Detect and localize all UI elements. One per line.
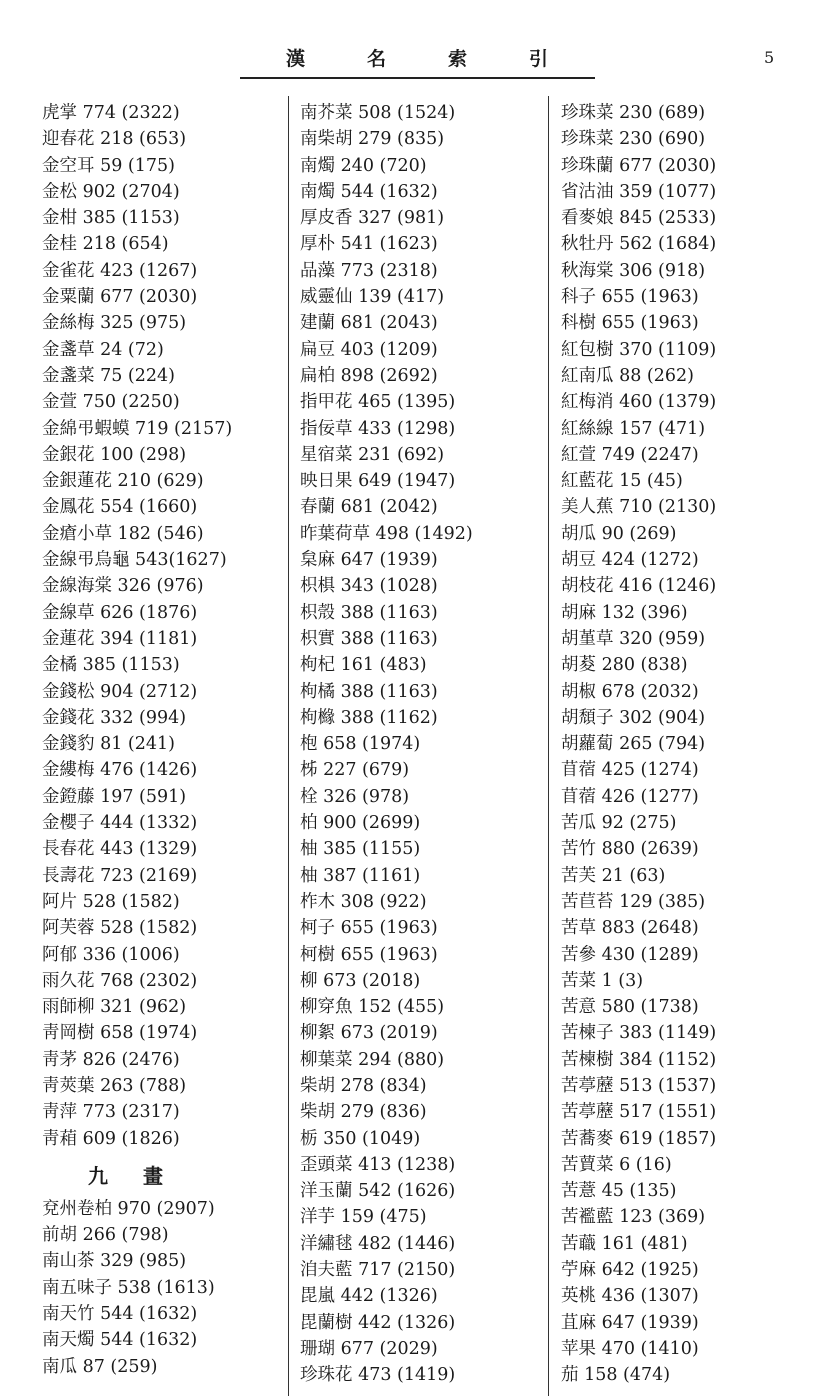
index-entry: 看麥娘 845 (2533) xyxy=(561,208,717,229)
index-entry: 金柑 385 (1153) xyxy=(42,208,180,229)
index-entry: 胡頹子 302 (904) xyxy=(561,707,706,728)
index-entry: 靑葙 609 (1826) xyxy=(42,1128,180,1149)
index-entry: 苦瓜 92 (275) xyxy=(561,813,677,834)
section-heading: 九 畫 xyxy=(88,1163,177,1188)
index-entry: 科樹 655 (1963) xyxy=(561,313,699,334)
index-entry: 珍珠蘭 677 (2030) xyxy=(561,155,717,176)
index-entry: 金線海棠 326 (976) xyxy=(42,576,204,597)
index-entry: 柯子 655 (1963) xyxy=(300,918,438,939)
index-entry: 金盞草 24 (72) xyxy=(42,339,164,360)
index-entry: 長壽花 723 (2169) xyxy=(42,865,198,886)
index-entry: 靑岡樹 658 (1974) xyxy=(42,1023,198,1044)
index-entry: 紅梅消 460 (1379) xyxy=(561,392,717,413)
index-entry: 苦蕒菜 6 (16) xyxy=(561,1154,672,1175)
index-column-2 xyxy=(300,100,540,1389)
index-entry: 胡堇草 320 (959) xyxy=(561,628,706,649)
index-entry: 洋繡毬 482 (1446) xyxy=(300,1233,456,1254)
index-entry: 金雀花 423 (1267) xyxy=(42,260,198,281)
index-entry: 建蘭 681 (2043) xyxy=(300,313,438,334)
index-entry: 南燭 544 (1632) xyxy=(300,181,438,202)
index-entry: 洋芋 159 (475) xyxy=(300,1207,427,1228)
index-entry: 雨久花 768 (2302) xyxy=(42,970,198,991)
index-entry: 苹果 470 (1410) xyxy=(561,1338,699,1359)
index-entry: 歪頭菜 413 (1238) xyxy=(300,1154,456,1175)
index-entry: 金鳳花 554 (1660) xyxy=(42,497,198,518)
index-entry: 紅包樹 370 (1109) xyxy=(561,339,717,360)
index-entry: 苦葶藶 517 (1551) xyxy=(561,1102,717,1123)
index-entry: 指佞草 433 (1298) xyxy=(300,418,456,439)
index-entry: 胡椒 678 (2032) xyxy=(561,681,699,702)
index-entry: 金盞菜 75 (224) xyxy=(42,365,175,386)
index-entry: 枳椇 343 (1028) xyxy=(300,576,438,597)
index-entry: 阿芙蓉 528 (1582) xyxy=(42,918,198,939)
index-entry: 金鐙藤 197 (591) xyxy=(42,786,187,807)
index-entry: 枸杞 161 (483) xyxy=(300,655,427,676)
index-entry: 枲麻 647 (1939) xyxy=(300,550,438,571)
index-entry: 金空耳 59 (175) xyxy=(42,155,175,176)
index-entry: 珍珠菜 230 (689) xyxy=(561,103,706,123)
index-entry: 南山茶 329 (985) xyxy=(42,1251,187,1272)
index-entry: 珍珠花 473 (1419) xyxy=(300,1365,456,1386)
index-entry: 苧麻 642 (1925) xyxy=(561,1260,699,1281)
index-entry: 金絲梅 325 (975) xyxy=(42,313,187,334)
index-entry: 栃 350 (1049) xyxy=(300,1128,421,1149)
index-entry: 枳實 388 (1163) xyxy=(300,628,438,649)
index-entry: 扁豆 403 (1209) xyxy=(300,339,438,360)
index-entry: 柚 387 (1161) xyxy=(300,865,421,886)
index-entry: 苜蓿 426 (1277) xyxy=(561,786,699,807)
index-entry: 金櫻子 444 (1332) xyxy=(42,813,198,834)
index-entry: 柚 385 (1155) xyxy=(300,839,421,860)
index-entry: 柳絮 673 (2019) xyxy=(300,1023,438,1044)
index-entry: 兗州卷柏 970 (2907) xyxy=(42,1198,215,1219)
index-entry: 金松 902 (2704) xyxy=(42,181,180,202)
index-entry: 厚朴 541 (1623) xyxy=(300,234,438,255)
index-entry: 靑茅 826 (2476) xyxy=(42,1049,180,1070)
title-char: 名 xyxy=(366,48,387,70)
index-entry: 長春花 443 (1329) xyxy=(42,839,198,860)
index-entry: 靑萍 773 (2317) xyxy=(42,1102,180,1123)
index-entry: 苦菜 1 (3) xyxy=(561,970,644,991)
index-entry: 柳 673 (2018) xyxy=(300,970,421,991)
index-entry: 柞木 308 (922) xyxy=(300,891,427,912)
index-entry: 英桃 436 (1307) xyxy=(561,1286,699,1307)
index-entry: 金錢花 332 (994) xyxy=(42,707,187,728)
index-entry: 苦楝子 383 (1149) xyxy=(561,1023,717,1044)
index-entry: 阿片 528 (1582) xyxy=(42,891,180,912)
index-entry: 胡蘿蔔 265 (794) xyxy=(561,734,706,755)
index-entry: 紅絲線 157 (471) xyxy=(561,418,706,439)
index-entry: 苦竹 880 (2639) xyxy=(561,839,699,860)
index-entry: 南燭 240 (720) xyxy=(300,155,427,176)
index-entry: 金錢豹 81 (241) xyxy=(42,734,175,755)
index-entry: 南天燭 544 (1632) xyxy=(42,1330,198,1351)
index-entry: 南天竹 544 (1632) xyxy=(42,1304,198,1325)
index-entry: 茄 158 (474) xyxy=(561,1365,671,1386)
index-entry: 金線草 626 (1876) xyxy=(42,602,198,623)
column-divider xyxy=(288,96,289,1396)
index-entry: 枹 658 (1974) xyxy=(300,734,421,755)
index-entry: 苦蘵 161 (481) xyxy=(561,1233,688,1254)
index-entry: 苴麻 647 (1939) xyxy=(561,1312,699,1333)
index-entry: 秋海棠 306 (918) xyxy=(561,260,706,281)
index-entry: 科子 655 (1963) xyxy=(561,287,699,308)
index-entry: 紅南瓜 88 (262) xyxy=(561,365,694,386)
index-entry: 胡豆 424 (1272) xyxy=(561,550,699,571)
index-entry: 金桂 218 (654) xyxy=(42,234,169,255)
index-entry: 秋牡丹 562 (1684) xyxy=(561,234,717,255)
index-entry: 昨葉荷草 498 (1492) xyxy=(300,523,473,544)
index-entry: 南五味子 538 (1613) xyxy=(42,1277,215,1298)
index-entry: 金綿弔蝦蟆 719 (2157) xyxy=(42,418,233,439)
index-entry: 珊瑚 677 (2029) xyxy=(300,1338,438,1359)
index-entry: 苦楝樹 384 (1152) xyxy=(561,1049,717,1070)
index-entry: 苦薏 45 (135) xyxy=(561,1181,677,1202)
index-entry: 映日果 649 (1947) xyxy=(300,471,456,492)
title-char: 引 xyxy=(528,48,549,70)
index-entry: 品藻 773 (2318) xyxy=(300,260,438,281)
index-entry: 洎夫藍 717 (2150) xyxy=(300,1260,456,1281)
index-entry: 金蓮花 394 (1181) xyxy=(42,628,198,649)
index-entry: 南瓜 87 (259) xyxy=(42,1356,158,1377)
index-entry: 苦蕎麥 619 (1857) xyxy=(561,1128,717,1149)
index-entry: 毘蘭樹 442 (1326) xyxy=(300,1312,456,1333)
index-entry: 金橘 385 (1153) xyxy=(42,655,180,676)
index-entry: 苦襤藍 123 (369) xyxy=(561,1207,706,1228)
index-entry: 柯樹 655 (1963) xyxy=(300,944,438,965)
index-entry: 阿郁 336 (1006) xyxy=(42,944,180,965)
index-entry: 靑莢葉 263 (788) xyxy=(42,1075,187,1096)
page-title xyxy=(240,44,595,74)
index-entry: 柏 900 (2699) xyxy=(300,813,421,834)
index-entry: 南柴胡 279 (835) xyxy=(300,129,445,150)
index-entry: 金瘡小草 182 (546) xyxy=(42,523,204,544)
index-entry: 威靈仙 139 (417) xyxy=(300,287,445,308)
index-entry: 指甲花 465 (1395) xyxy=(300,392,456,413)
page-number: 5 xyxy=(764,48,775,67)
index-entry: 枳殼 388 (1163) xyxy=(300,602,438,623)
index-entry: 金銀蓮花 210 (629) xyxy=(42,471,204,492)
index-entry: 金線弔烏龜 543(1627) xyxy=(42,550,227,571)
index-entry: 虎掌 774 (2322) xyxy=(42,103,180,123)
index-entry: 栓 326 (978) xyxy=(300,786,410,807)
index-entry: 美人蕉 710 (2130) xyxy=(561,497,717,518)
index-entry: 胡枝花 416 (1246) xyxy=(561,576,717,597)
index-entry: 金粟蘭 677 (2030) xyxy=(42,287,198,308)
page-header xyxy=(240,44,595,80)
index-column-3 xyxy=(561,100,831,1389)
index-entry: 珍珠菜 230 (690) xyxy=(561,129,706,150)
index-entry: 苦參 430 (1289) xyxy=(561,944,699,965)
column-divider xyxy=(548,96,549,1396)
index-entry: 金銀花 100 (298) xyxy=(42,444,187,465)
index-entry: 苜蓿 425 (1274) xyxy=(561,760,699,781)
header-rule xyxy=(240,77,595,79)
index-entry: 洋玉蘭 542 (1626) xyxy=(300,1181,456,1202)
index-entry: 枸橘 388 (1163) xyxy=(300,681,438,702)
title-char: 漢 xyxy=(286,48,307,70)
index-entry: 雨師柳 321 (962) xyxy=(42,997,187,1018)
index-entry: 迎春花 218 (653) xyxy=(42,129,187,150)
index-entry: 星宿菜 231 (692) xyxy=(300,444,445,465)
index-entry: 紅萱 749 (2247) xyxy=(561,444,699,465)
index-entry: 柳葉菜 294 (880) xyxy=(300,1049,445,1070)
index-entry: 柴胡 278 (834) xyxy=(300,1075,427,1096)
index-entry: 柳穿魚 152 (455) xyxy=(300,997,445,1018)
index-entry: 胡麻 132 (396) xyxy=(561,602,688,623)
index-entry: 毘嵐 442 (1326) xyxy=(300,1286,438,1307)
index-entry: 南芥菜 508 (1524) xyxy=(300,103,456,123)
index-entry: 苦意 580 (1738) xyxy=(561,997,699,1018)
index-entry: 金錢松 904 (2712) xyxy=(42,681,198,702)
index-entry: 扁柏 898 (2692) xyxy=(300,365,438,386)
index-entry: 春蘭 681 (2042) xyxy=(300,497,438,518)
index-entry: 苦草 883 (2648) xyxy=(561,918,699,939)
index-entry: 柴胡 279 (836) xyxy=(300,1102,427,1123)
index-entry: 苦葶藶 513 (1537) xyxy=(561,1075,717,1096)
index-entry: 胡荾 280 (838) xyxy=(561,655,688,676)
title-char: 索 xyxy=(447,48,468,70)
index-column-1 xyxy=(42,100,278,1380)
index-entry: 省沽油 359 (1077) xyxy=(561,181,717,202)
index-entry: 苦芙 21 (63) xyxy=(561,865,666,886)
index-entry: 金萱 750 (2250) xyxy=(42,392,180,413)
index-entry: 厚皮香 327 (981) xyxy=(300,208,445,229)
index-entry: 枸櫞 388 (1162) xyxy=(300,707,438,728)
index-entry: 前胡 266 (798) xyxy=(42,1225,169,1246)
index-entry: 苦苣苔 129 (385) xyxy=(561,891,706,912)
index-entry: 紅藍花 15 (45) xyxy=(561,471,683,492)
index-entry: 金縷梅 476 (1426) xyxy=(42,760,198,781)
index-entry: 柹 227 (679) xyxy=(300,760,410,781)
index-entry: 胡瓜 90 (269) xyxy=(561,523,677,544)
